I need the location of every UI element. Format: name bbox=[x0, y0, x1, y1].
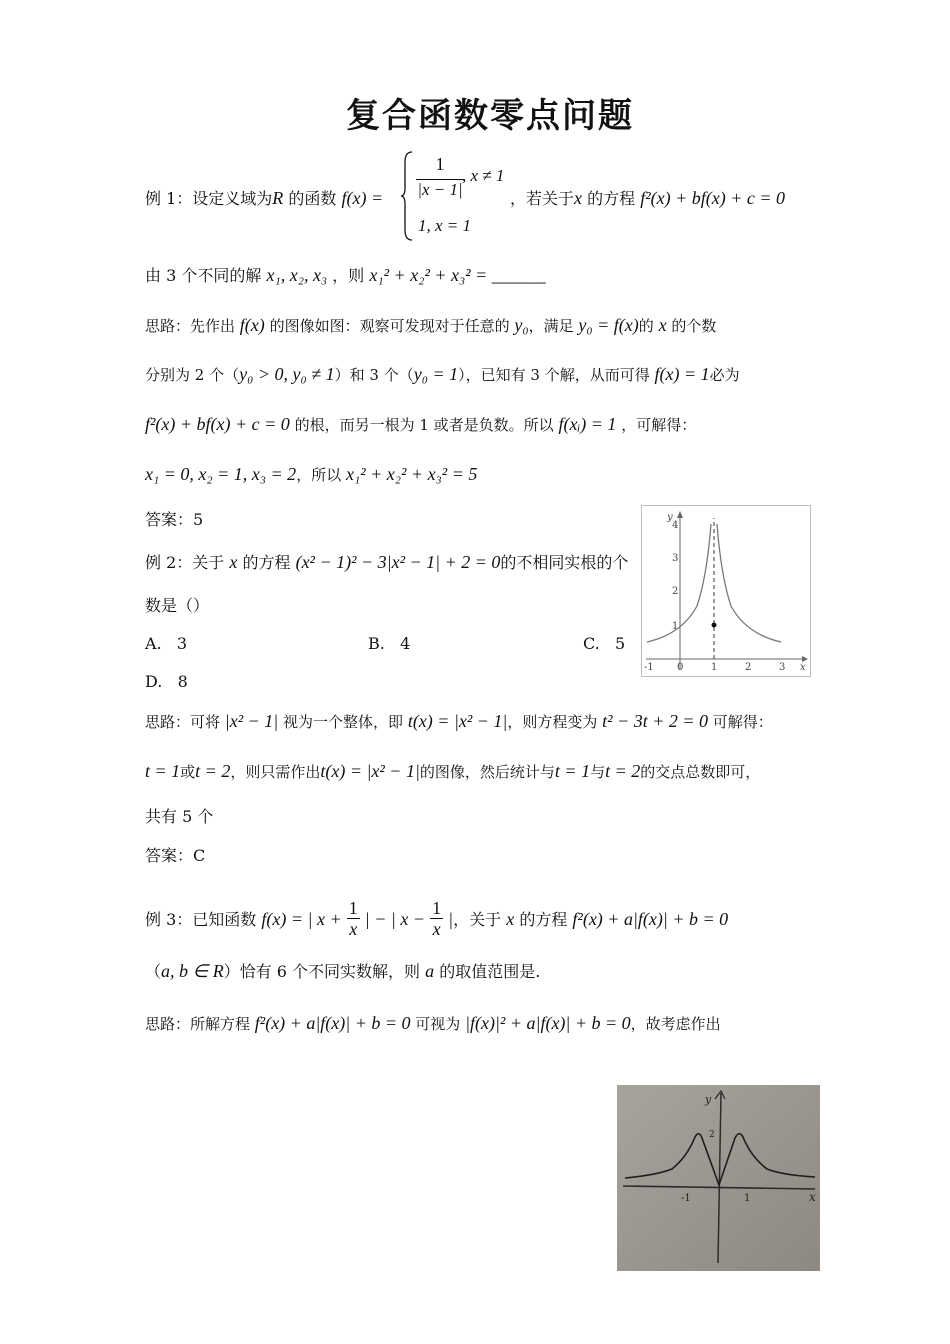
ex1-f-lhs: f(x) = bbox=[341, 188, 384, 208]
ex1-idea-text: 的图像如图：观察可发现对于任意的 bbox=[269, 317, 510, 335]
ex1-roots: x₁, x₂, x₃ bbox=[266, 265, 328, 285]
ex1-graph-svg bbox=[642, 506, 810, 676]
ex2-idea-math: t = 1 bbox=[145, 761, 181, 781]
ex1-question-line2 bbox=[145, 264, 546, 287]
ex1-piece2: 1, x = 1 bbox=[418, 216, 472, 235]
ex1-idea-math: y₀ = 1 bbox=[413, 364, 459, 384]
option-letter: C. bbox=[583, 634, 600, 653]
ex1-x: x bbox=[574, 188, 583, 208]
fraction-denominator: x bbox=[432, 919, 441, 939]
y-tick-label: 4 bbox=[672, 520, 679, 531]
ex1-idea-math: y₀ > 0, y₀ ≠ 1 bbox=[239, 364, 335, 384]
ex2-option-b bbox=[368, 633, 410, 655]
ex1-idea-text: 必为 bbox=[709, 366, 740, 384]
ex3-math: a bbox=[425, 961, 435, 981]
ex1-idea-math: x bbox=[658, 315, 667, 335]
ex2-idea-math: t(x) = |x² − 1| bbox=[407, 711, 508, 731]
x-tick-label: 3 bbox=[779, 662, 786, 673]
ex1-intro: 例 1：设定义域为 bbox=[145, 189, 273, 208]
ex2-idea-math: t(x) = |x² − 1| bbox=[320, 761, 420, 781]
ex2-idea-text: ，则只需作出 bbox=[230, 763, 321, 781]
ex2-text: 例 2：关于 bbox=[145, 553, 225, 572]
ex1-idea-text: 分别为 2 个（ bbox=[145, 366, 240, 384]
ex2-idea-math: |x² − 1| bbox=[224, 711, 279, 731]
ex1-sum-expr: x₁² + x₂² + x₃² = ______ bbox=[369, 265, 546, 285]
ex1-idea-math: f(x) bbox=[239, 315, 265, 335]
ex1-idea-line3 bbox=[145, 413, 696, 436]
x-tick-label: -1 bbox=[681, 1193, 691, 1204]
ex2-answer: 答案：C bbox=[145, 846, 206, 865]
ex1-line2-mid: ，则 bbox=[332, 266, 365, 285]
point-1-1 bbox=[712, 623, 717, 628]
ex1-idea-math: f(x) = 1 bbox=[654, 364, 710, 384]
ex1-idea-math: f(xᵢ) = 1 bbox=[558, 414, 617, 434]
ex3-math: | bbox=[448, 909, 454, 929]
x-tick-label: 1 bbox=[744, 1193, 751, 1204]
y-axis-label: y bbox=[705, 1093, 712, 1106]
ex2-question-line1 bbox=[145, 551, 628, 574]
ex2-equation: (x² − 1)² − 3|x² − 1| + 2 = 0 bbox=[295, 552, 501, 572]
ex2-idea-math: t = 1 bbox=[554, 761, 591, 781]
fraction-numerator: 1 bbox=[348, 898, 358, 918]
y-axis-label: y bbox=[667, 512, 673, 523]
ex3-fraction-2 bbox=[430, 898, 443, 939]
ex3-equation: f²(x) + a|f(x)| + b = 0 bbox=[572, 909, 729, 929]
y-tick-label: 3 bbox=[672, 553, 679, 564]
ex2-x: x bbox=[229, 552, 238, 572]
ex1-question-line1-tail bbox=[510, 187, 785, 210]
ex1-line2-prefix: 由 3 个不同的解 bbox=[145, 266, 262, 285]
ex2-idea-text: 的交点总数即可， bbox=[640, 763, 761, 781]
ex1-eq-text: 的方程 bbox=[587, 189, 636, 208]
ex1-idea-math: x₁² + x₂² + x₃² = 5 bbox=[345, 464, 478, 484]
ex1-domain: R bbox=[272, 188, 284, 208]
ex1-idea-math: x₁ = 0, x₂ = 1, x₃ = 2 bbox=[145, 464, 297, 484]
y-tick-label: 1 bbox=[672, 621, 679, 632]
ex1-idea-text: 的 bbox=[638, 317, 654, 335]
ex1-idea-line2 bbox=[145, 363, 740, 386]
y-tick-label: 2 bbox=[709, 1130, 715, 1140]
option-letter: D. bbox=[145, 672, 163, 691]
ex3-text: ）恰有 6 个不同实数解，则 bbox=[223, 962, 421, 981]
ex3-question-line1 bbox=[145, 900, 728, 941]
ex2-idea-line1 bbox=[145, 710, 773, 733]
ex2-idea-text: 与 bbox=[590, 763, 606, 781]
x-tick-label: -1 bbox=[644, 662, 654, 673]
ex3-text: 例 3：已知函数 bbox=[145, 910, 257, 929]
ex1-idea-text: ，满足 bbox=[528, 317, 574, 335]
curve-left bbox=[647, 524, 711, 642]
brace-icon bbox=[400, 150, 414, 242]
x-axis-label: x bbox=[800, 662, 806, 673]
option-letter: A. bbox=[145, 634, 162, 653]
ex2-idea-math: t = 2 bbox=[195, 761, 231, 781]
ex1-idea-math: f²(x) + bf(x) + c = 0 bbox=[145, 414, 290, 434]
ex1-idea-line1 bbox=[145, 314, 716, 337]
ex2-option-c bbox=[583, 633, 625, 655]
option-letter: B. bbox=[368, 634, 385, 653]
y-tick-label: 2 bbox=[672, 586, 679, 597]
ex3-fraction-1 bbox=[347, 898, 360, 939]
y-axis-arrow-icon bbox=[677, 511, 683, 518]
ex1-piece1-num: 1 bbox=[435, 154, 445, 174]
option-value: 5 bbox=[615, 634, 626, 653]
ex3-graph-photo bbox=[617, 1085, 820, 1271]
ex2-idea-text: 思路：可将 bbox=[145, 713, 221, 731]
ex2-text: 的方程 bbox=[242, 553, 291, 572]
ex1-idea-text: ），已知有 3 个解，从而可得 bbox=[458, 366, 650, 384]
ex2-idea-line3: 共有 5 个 bbox=[145, 807, 214, 826]
ex3-idea-line1 bbox=[145, 1012, 721, 1035]
ex1-idea-text: ，所以 bbox=[296, 466, 342, 484]
x-tick-label: 0 bbox=[677, 662, 684, 673]
ex3-text: 的取值范围是. bbox=[439, 962, 541, 981]
ex2-idea-text: 可解得： bbox=[712, 713, 773, 731]
ex1-idea-math: y₀ = f(x) bbox=[578, 315, 639, 335]
ex2-idea-text: 或 bbox=[180, 763, 196, 781]
ex1-func-text: 的函数 bbox=[288, 189, 337, 208]
ex2-text: 的不相同实根的个 bbox=[500, 553, 629, 572]
ex1-piece1-cond: , x ≠ 1 bbox=[462, 166, 505, 185]
option-value: 3 bbox=[176, 634, 188, 653]
curve-right bbox=[717, 524, 781, 642]
ex2-idea-text: 视为一个整体，即 bbox=[283, 713, 404, 731]
ex2-idea-text: 的图像，然后统计与 bbox=[419, 763, 555, 781]
x-tick-label: 1 bbox=[711, 662, 718, 673]
ex3-idea-text: 可视为 bbox=[415, 1015, 461, 1033]
ex3-x: x bbox=[506, 909, 515, 929]
ex3-text: （ bbox=[145, 962, 162, 981]
ex3-idea-math: f²(x) + a|f(x)| + b = 0 bbox=[254, 1013, 411, 1033]
ex1-idea-text: 的根，而另一根为 1 或者是负数。所以 bbox=[294, 416, 554, 434]
ex1-question-line1 bbox=[145, 187, 383, 210]
option-value: 4 bbox=[400, 634, 411, 653]
ex3-idea-text: 思路：所解方程 bbox=[145, 1015, 251, 1033]
ex3-graph-svg bbox=[617, 1085, 820, 1271]
ex3-text: 的方程 bbox=[519, 910, 568, 929]
ex1-cond-text: ，若关于 bbox=[510, 189, 575, 208]
ex2-idea-text: ，则方程变为 bbox=[507, 713, 598, 731]
ex2-idea-math: t = 2 bbox=[605, 761, 641, 781]
ex1-graph-figure bbox=[641, 505, 811, 677]
ex3-math: f(x) = | x + bbox=[261, 909, 342, 929]
x-axis-label: x bbox=[809, 1190, 816, 1204]
fraction-numerator: 1 bbox=[432, 898, 442, 918]
ex3-text: ，关于 bbox=[453, 910, 502, 929]
ex1-piece1-den: |x − 1| bbox=[417, 180, 463, 199]
ex2-question-line2: 数是（） bbox=[145, 596, 210, 615]
ex1-equation: f²(x) + bf(x) + c = 0 bbox=[640, 188, 786, 208]
ex1-idea-text: 的个数 bbox=[671, 317, 717, 335]
ex3-idea-text: ，故考虑作出 bbox=[630, 1015, 721, 1033]
ex1-idea-text: ）和 3 个（ bbox=[334, 366, 414, 384]
ex1-idea-line4 bbox=[145, 463, 477, 486]
option-value: 8 bbox=[177, 672, 188, 691]
ex1-answer: 答案：5 bbox=[145, 510, 204, 529]
ex1-idea-text: ，可解得： bbox=[621, 416, 697, 434]
fraction-denominator: x bbox=[349, 919, 358, 939]
ex2-idea-line2 bbox=[145, 760, 760, 783]
ex3-idea-math: |f(x)|² + a|f(x)| + b = 0 bbox=[465, 1013, 631, 1033]
ex3-question-line2 bbox=[145, 960, 540, 983]
ex1-idea-text: 思路：先作出 bbox=[145, 317, 236, 335]
ex3-math: a, b ∈ R bbox=[161, 961, 224, 981]
ex1-piecewise bbox=[400, 150, 510, 242]
page-title: 复合函数零点问题 bbox=[346, 96, 634, 136]
ex2-idea-math: t² − 3t + 2 = 0 bbox=[602, 711, 709, 731]
x-tick-label: 2 bbox=[745, 662, 752, 673]
ex2-option-a bbox=[145, 633, 187, 655]
ex3-math: | − | x − bbox=[364, 909, 425, 929]
ex2-option-d bbox=[145, 671, 188, 693]
ex1-idea-math: y₀ bbox=[514, 315, 529, 335]
